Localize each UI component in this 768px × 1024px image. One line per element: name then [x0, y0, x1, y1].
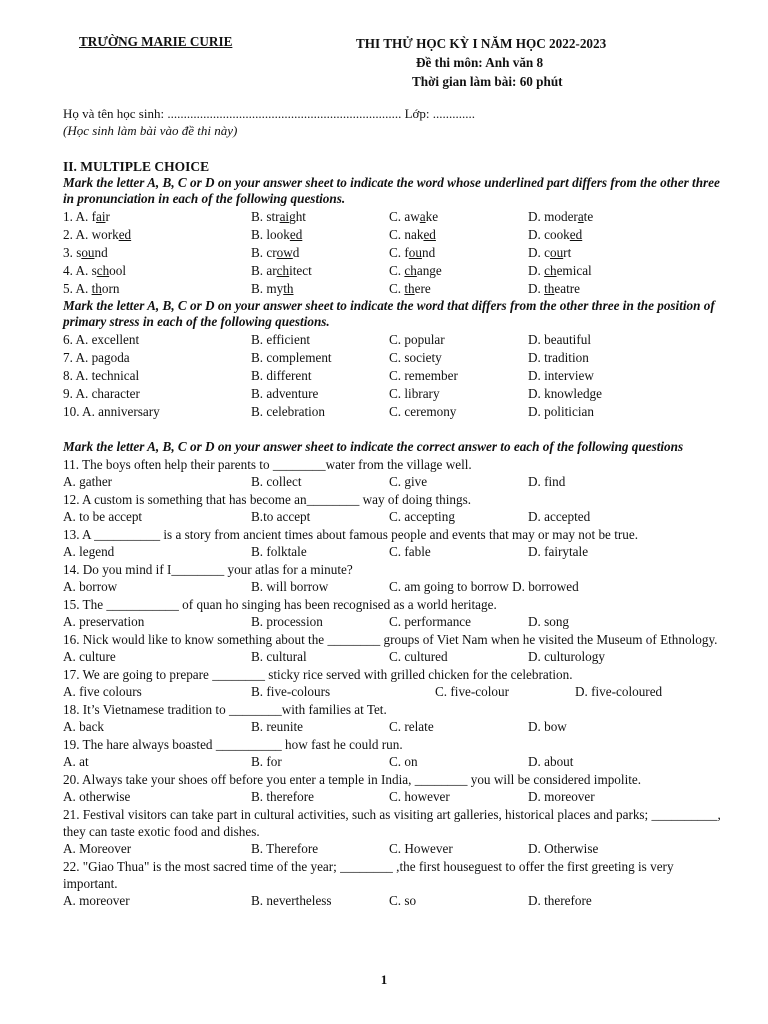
option-d: D. tradition	[528, 350, 589, 365]
option-a: 3. sound	[63, 245, 108, 260]
pronunciation-item	[63, 262, 723, 280]
option-c: C. fable	[389, 544, 431, 559]
option-c: C. however	[389, 789, 450, 804]
underlined-part: th	[283, 281, 294, 296]
pronunciation-list	[63, 208, 723, 298]
option-d: D. moderate	[528, 209, 594, 224]
question-text: 12. A custom is something that has become an________ way of doing things.	[63, 492, 472, 507]
option-a: A. preservation	[63, 614, 145, 629]
option-d: D. fairytale	[528, 544, 589, 559]
question-text: 22. "Giao Thua" is the most sacred time of the year; ________ ,the first houseguest to offer the first greeting is very important.	[63, 859, 674, 891]
option-a: 2. A. worked	[63, 227, 132, 242]
option-d: D. politician	[528, 404, 594, 419]
underlined-part: th	[404, 281, 415, 296]
option-d: D. cooked	[528, 227, 583, 242]
answer-options	[63, 508, 723, 526]
question-text: 20. Always take your shoes off before you enter a temple in India, ________ you will be considered impolite.	[63, 772, 642, 787]
pronunciation-item	[63, 208, 723, 226]
answer-options	[63, 543, 723, 561]
school-name: TRƯỜNG MARIE CURIE	[79, 34, 233, 49]
pronunciation-item	[63, 226, 723, 244]
underlined-part: ed	[118, 227, 132, 242]
option-d: D. five-coloured	[575, 684, 663, 699]
option-b: B. straight	[251, 209, 306, 224]
question-text: 17. We are going to prepare ________ sticky rice served with grilled chicken for the celebration.	[63, 667, 573, 682]
option-d: D. court	[528, 245, 572, 260]
option-c: C. performance	[389, 614, 472, 629]
exam-header	[356, 34, 656, 91]
option-d: D. about	[528, 754, 574, 769]
question-list	[63, 456, 723, 910]
answer-options	[63, 578, 723, 596]
question-text: 16. Nick would like to know something about the ________ groups of Viet Nam when he visited the Museum of Ethnology.	[63, 632, 718, 647]
page-number: 1	[380, 972, 388, 987]
option-b: B. looked	[251, 227, 303, 242]
option-a: 1. A. fair	[63, 209, 110, 224]
exam-subject: Đề thi môn: Anh văn 8	[416, 55, 544, 70]
option-d: D. beautiful	[528, 332, 591, 347]
correct-answer-instruction: Mark the letter A, B, C or D on your answer sheet to indicate the correct answer to each of the following questions	[63, 439, 684, 454]
option-c: C. found	[389, 245, 436, 260]
option-d: D. chemical	[528, 263, 592, 278]
option-d: D. moreover	[528, 789, 595, 804]
option-b: B. therefore	[251, 789, 314, 804]
option-d: D. knowledge	[528, 386, 602, 401]
option-a: A. to be accept	[63, 509, 143, 524]
underlined-part: ow	[276, 245, 293, 260]
option-c: C. society	[389, 350, 442, 365]
option-b: B. complement	[251, 350, 332, 365]
option-c: C. library	[389, 386, 440, 401]
underlined-part: ch	[96, 263, 110, 278]
pronunciation-item	[63, 244, 723, 262]
option-b: B. procession	[251, 614, 323, 629]
option-d: D. Otherwise	[528, 841, 599, 856]
option-b: B. efficient	[251, 332, 311, 347]
option-a: 8. A. technical	[63, 368, 140, 383]
option-b: B. cultural	[251, 649, 307, 664]
stress-item	[63, 331, 723, 349]
option-b: B. collect	[251, 474, 302, 489]
option-c: C. so	[389, 893, 417, 908]
answer-options	[63, 753, 723, 771]
option-a: 6. A. excellent	[63, 332, 140, 347]
question-text: 18. It’s Vietnamese tradition to ________with families at Tet.	[63, 702, 387, 717]
option-a: A. borrow	[63, 579, 118, 594]
option-b: B.to accept	[251, 509, 311, 524]
answer-options	[63, 473, 723, 491]
option-c: C. ceremony	[389, 404, 457, 419]
option-a: 7. A. pagoda	[63, 350, 130, 365]
option-a: A. five colours	[63, 684, 142, 699]
pronunciation-item	[63, 280, 723, 298]
option-c: C. remember	[389, 368, 458, 383]
option-a: 10. A. anniversary	[63, 404, 160, 419]
option-a: A. gather	[63, 474, 113, 489]
underlined-part: ou	[408, 245, 422, 260]
option-a: A. Moreover	[63, 841, 132, 856]
option-b: B. adventure	[251, 386, 319, 401]
option-a: 9. A. character	[63, 386, 140, 401]
underlined-part: ch	[276, 263, 290, 278]
option-d: D. culturology	[528, 649, 605, 664]
option-d: D. bow	[528, 719, 567, 734]
option-b: B. will borrow	[251, 579, 329, 594]
option-d: D. accepted	[528, 509, 591, 524]
question-text: 14. Do you mind if I________ your atlas for a minute?	[63, 562, 353, 577]
student-note: (Học sinh làm bài vào đề thi này)	[63, 123, 238, 138]
underlined-part: ou	[81, 245, 95, 260]
answer-options	[63, 648, 723, 666]
option-b: B. crowd	[251, 245, 300, 260]
underlined-part: ch	[544, 263, 557, 278]
option-c: C. naked	[389, 227, 436, 242]
option-d: D. find	[528, 474, 566, 489]
question-text: 15. The ___________ of quan ho singing has been recognised as a world heritage.	[63, 597, 497, 612]
answer-options	[63, 683, 723, 701]
option-c: C. relate	[389, 719, 434, 734]
answer-options	[63, 840, 723, 858]
option-d: D. therefore	[528, 893, 592, 908]
stress-item	[63, 349, 723, 367]
underlined-part: a	[419, 209, 426, 224]
underlined-part: ou	[549, 245, 564, 260]
answer-options	[63, 788, 723, 806]
option-a: A. legend	[63, 544, 115, 559]
option-d: D. theatre	[528, 281, 581, 296]
stress-item	[63, 385, 723, 403]
underlined-part: a	[577, 209, 584, 224]
option-a: A. back	[63, 719, 105, 734]
student-name-line: Họ và tên học sinh: ........................................................................ Lớp: .............	[63, 106, 476, 121]
answer-options	[63, 718, 723, 736]
underlined-part: ai	[279, 209, 290, 224]
option-b: B. folktale	[251, 544, 307, 559]
student-info	[63, 106, 475, 139]
option-a: A. at	[63, 754, 89, 769]
option-b: B. nevertheless	[251, 893, 332, 908]
option-a: A. otherwise	[63, 789, 131, 804]
option-c: C. awake	[389, 209, 439, 224]
underlined-part: ch	[404, 263, 417, 278]
underlined-part: th	[544, 281, 555, 296]
question-text: 13. A __________ is a story from ancient times about famous people and events that may or may not be true.	[63, 527, 639, 542]
stress-item	[63, 367, 723, 385]
option-c: C. give	[389, 474, 428, 489]
exam-title: THI THỬ HỌC KỲ I NĂM HỌC 2022-2023	[356, 36, 607, 51]
stress-instruction: Mark the letter A, B, C or D on your answer sheet to indicate the word that differs from the other three in the position of primary stress in each of the following questions.	[63, 298, 715, 329]
underlined-part: ed	[289, 227, 303, 242]
option-b: B. myth	[251, 281, 294, 296]
option-c: C. on	[389, 754, 418, 769]
pronunciation-instruction: Mark the letter A, B, C or D on your answer sheet to indicate the word whose underlined part differs from the other three in pronunciation in each of the following questions.	[63, 175, 720, 206]
option-a: 4. A. school	[63, 263, 127, 278]
exam-body	[63, 158, 723, 910]
underlined-part: ed	[569, 227, 583, 242]
option-b: B. different	[251, 368, 312, 383]
option-c: C. cultured	[389, 649, 448, 664]
option-c: C. five-colour	[435, 684, 509, 699]
option-b: B. Therefore	[251, 841, 319, 856]
option-a: A. culture	[63, 649, 116, 664]
option-c: C. However	[389, 841, 453, 856]
question-text: 21. Festival visitors can take part in cultural activities, such as visiting art galleries, historical places and parks; __________, they can taste exotic food and dishes.	[63, 807, 721, 839]
option-c: C. accepting	[389, 509, 455, 524]
option-c: C. there	[389, 281, 431, 296]
option-c: C. popular	[389, 332, 445, 347]
option-b: B. celebration	[251, 404, 325, 419]
option-b: B. reunite	[251, 719, 304, 734]
answer-options	[63, 892, 723, 910]
option-c: C. change	[389, 263, 442, 278]
question-text: 11. The boys often help their parents to ________water from the village well.	[63, 457, 472, 472]
option-b: B. five-colours	[251, 684, 331, 699]
option-b: B. architect	[251, 263, 312, 278]
underlined-part: ai	[95, 209, 106, 224]
stress-list	[63, 331, 723, 421]
question-text: 19. The hare always boasted __________ how fast he could run.	[63, 737, 403, 752]
underlined-part: ed	[423, 227, 436, 242]
option-d: D. interview	[528, 368, 594, 383]
underlined-part: th	[91, 281, 102, 296]
option-d: D. song	[528, 614, 570, 629]
answer-options	[63, 613, 723, 631]
section-title: II. MULTIPLE CHOICE	[63, 159, 210, 174]
exam-duration: Thời gian làm bài: 60 phút	[412, 74, 563, 89]
option-a: 5. A. thorn	[63, 281, 120, 296]
option-a: A. moreover	[63, 893, 130, 908]
option-c: C. am going to borrow D. borrowed	[389, 579, 579, 594]
option-b: B. for	[251, 754, 282, 769]
stress-item	[63, 403, 723, 421]
